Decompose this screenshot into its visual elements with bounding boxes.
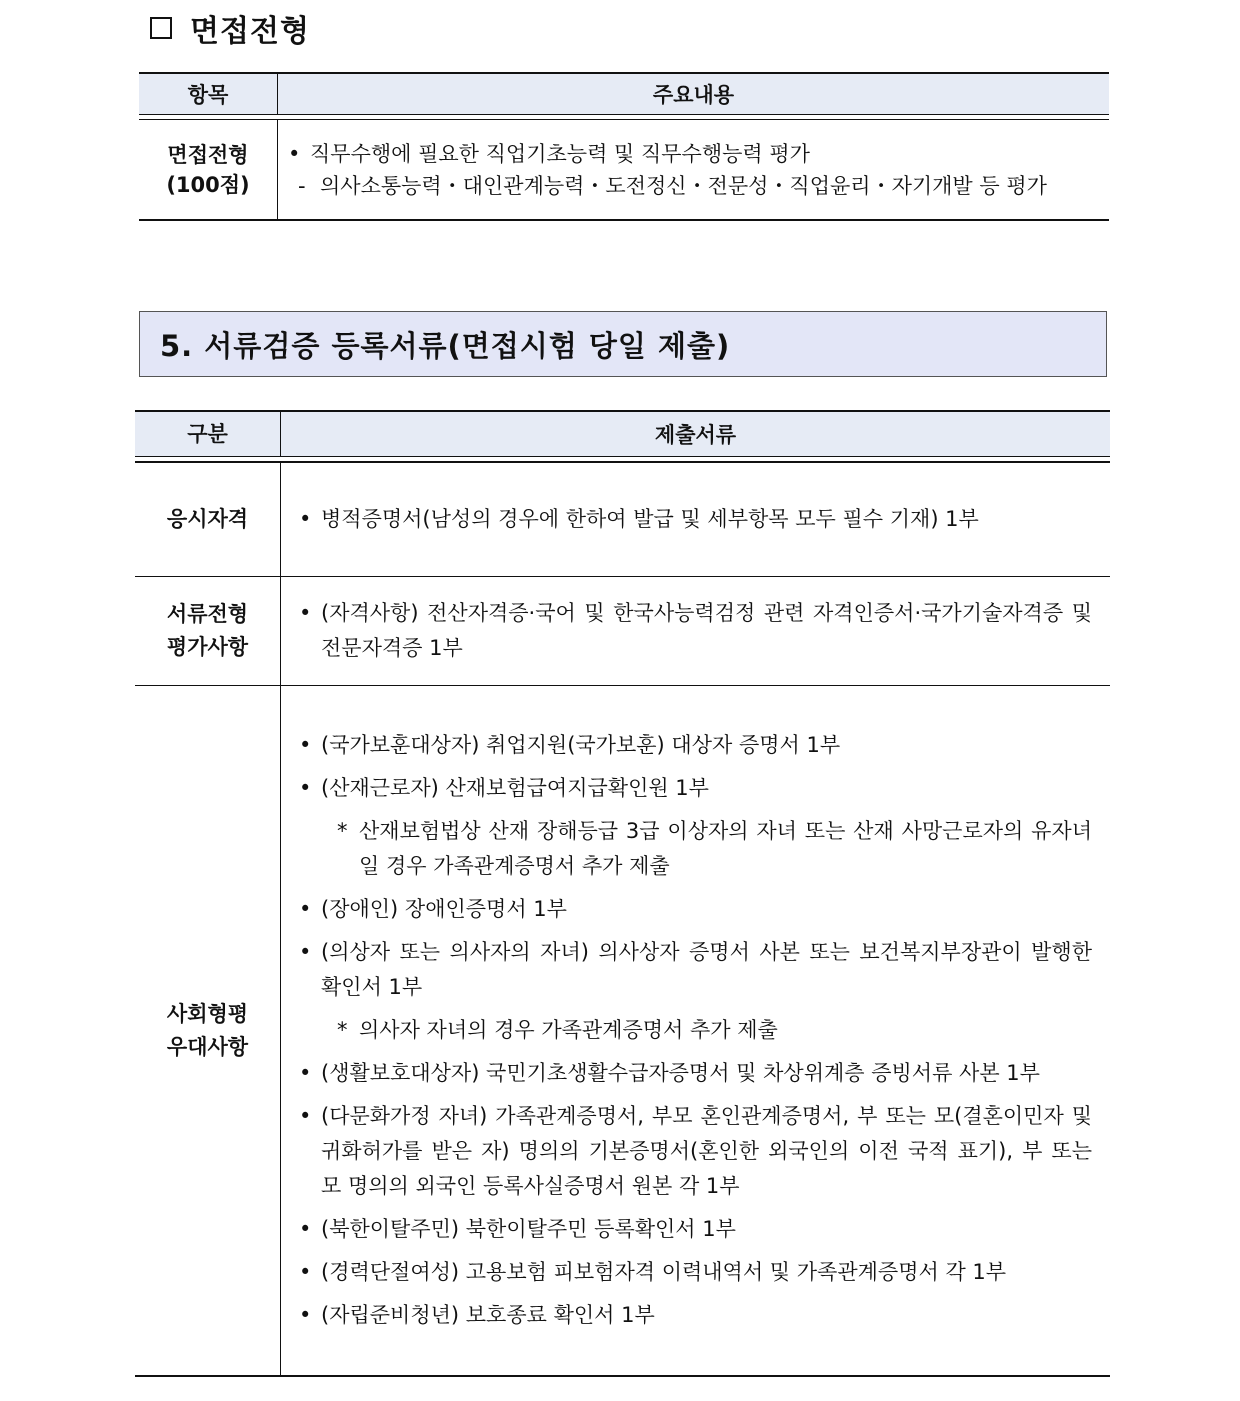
row-content [281,463,1110,576]
list-item-text: (국가보훈대상자) 취업지원(국가보훈) 대상자 증명서 1부 [321,733,841,757]
row-label-line2: (100점) [166,172,250,197]
bullet-icon: • [299,1104,312,1128]
list-item [288,138,810,170]
row-label [135,463,281,576]
list-item-text: (생활보호대상자) 국민기초생활수급자증명서 및 차상위계층 증빙서류 사본 1부 [321,1061,1040,1085]
bullet-icon: • [299,507,312,531]
header-item: 항목 [139,74,278,114]
table-header [139,74,1109,115]
list-item-text: (의상자 또는 의사자의 자녀) 의사상자 증명서 사본 또는 보건복지부장관이 발행한 확인서 1부 [321,940,1092,999]
row-label-line2: 우대사항 [166,1034,249,1059]
section-banner-documents: 5. 서류검증 등록서류(면접시험 당일 제출) [139,311,1107,377]
row-label-line1: 응시자격 [166,507,249,531]
row-label-line1: 면접전형 [167,142,249,167]
row-label [139,120,278,219]
list-item [299,892,1092,927]
list-item [299,728,1092,763]
bullet-icon: • [299,1217,312,1241]
list-item [299,596,1092,666]
list-item [299,935,1092,1005]
sub-item [288,170,1047,202]
bullet-icon: • [299,1303,312,1327]
row-label [135,686,281,1375]
table-row [135,463,1110,577]
bullet-icon: • [299,733,312,757]
list-item [299,1255,1092,1290]
list-item-text: (다문화가정 자녀) 가족관계증명서, 부모 혼인관계증명서, 부 또는 모(결혼이민자 및 귀화허가를 받은 자) 명의의 기본증명서(혼인한 외국인의 이전 국적 표기), 부 또는 모 명의의 외국인 등록사실증명서 원본 각 1부 [321,1104,1092,1198]
header-content: 주요내용 [652,83,735,107]
section-title-text: 면접전형 [190,14,310,49]
checkbox-square-icon [150,17,172,39]
bullet-icon: • [299,897,312,921]
list-item-text: (북한이탈주민) 북한이탈주민 등록확인서 1부 [321,1217,736,1241]
list-item-text: (장애인) 장애인증명서 1부 [321,897,567,921]
row-content [281,577,1110,685]
table-row [135,577,1110,686]
row-label [135,577,281,685]
bullet-icon: • [299,940,312,964]
bullet-icon: • [288,142,301,166]
row-content [281,686,1110,1375]
note-item [299,814,1092,884]
dash-icon: - [298,174,306,198]
list-item [299,1212,1092,1247]
note-item [299,1013,1092,1048]
row-label-line1: 사회형평 [166,1001,249,1026]
list-item [299,1099,1092,1204]
section-title-interview [150,6,310,50]
list-item-text: 병적증명서(남성의 경우에 한하여 발급 및 세부항목 모두 필수 기재) 1부 [321,507,979,531]
list-item-text: 직무수행에 필요한 직업기초능력 및 직무수행능력 평가 [310,142,810,166]
list-item-text: (자립준비청년) 보호종료 확인서 1부 [321,1303,655,1327]
list-item-text: (경력단절여성) 고용보험 피보험자격 이력내역서 및 가족관계증명서 각 1부 [321,1260,1007,1284]
asterisk-icon: * [337,819,348,843]
row-label-line1: 서류전형 [166,602,249,626]
list-item [299,1056,1092,1091]
bullet-icon: • [299,1260,312,1284]
table-header [135,412,1110,457]
note-text: 산재보험법상 산재 장해등급 3급 이상자의 자녀 또는 산재 사망근로자의 유자녀일 경우 가족관계증명서 추가 제출 [359,819,1092,878]
asterisk-icon: * [337,1018,348,1042]
sub-item-text: 의사소통능력・대인관계능력・도전정신・전문성・직업윤리・자기개발 등 평가 [320,174,1047,198]
table-row [139,120,1109,219]
list-item-text: (산재근로자) 산재보험급여지급확인원 1부 [321,776,709,800]
bullet-icon: • [299,776,312,800]
documents-table [135,410,1110,1377]
list-item [299,771,1092,806]
row-label-line2: 평가사항 [166,635,249,659]
bullet-icon: • [299,1061,312,1085]
list-item [299,502,1092,537]
bullet-icon: • [299,601,312,625]
list-item [299,1298,1092,1333]
interview-table [139,72,1109,221]
table-row [135,686,1110,1375]
row-content [278,120,1109,219]
header-documents: 제출서류 [654,423,737,447]
header-category: 구분 [135,412,281,456]
note-text: 의사자 자녀의 경우 가족관계증명서 추가 제출 [359,1018,778,1042]
list-item-text: (자격사항) 전산자격증·국어 및 한국사능력검정 관련 자격인증서·국가기술자격증 및 전문자격증 1부 [321,601,1092,660]
